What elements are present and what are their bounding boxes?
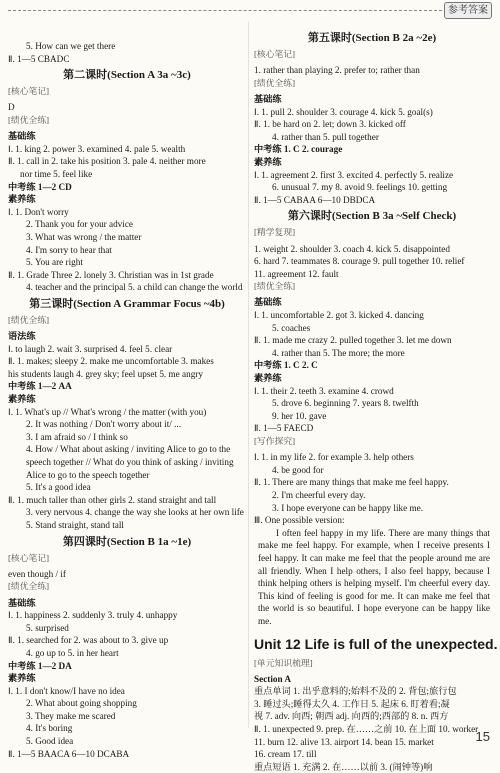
answer-line: speech together // What do you think of asking / inviting [26,457,234,467]
answer-line: 11. burn 12. alive 13. airport 14. bean 15. market [254,736,434,747]
answer-key-tag: 参考答案 [444,2,492,19]
answer-line: 4. rather than 5. The more; the more [272,347,405,358]
answer-line: Ⅱ. 1. unexpected 9. prep. 在……之前 10. 在上面 10. worker [254,724,479,735]
section-label: [写作探究] [254,436,296,446]
answer-line: 3. They make me scared [26,710,116,721]
essay-paragraph: I often feel happy in my life. There are many things that make me feel happy. For example, when I receive presents I feel happy. It can make me feel that the people around me are all friendly. When I help others, I also feel happy, because I think helping others is helping myself. I'm cheerful every day. This kind of feeling is good for me. It can make me feel that the world is so beautiful. I hope everyone can be happy like me. [258,527,490,626]
column-divider [248,22,249,728]
exercise-label: 基础练 [8,597,36,608]
answer-line: 2. Thank you for your advice [26,219,133,230]
exercise-label: 中考练 1—2 DA [8,660,72,671]
answer-line: Ⅲ. One possible version: [254,515,345,526]
answer-line: Ⅱ. 1. much taller than other girls 2. stand straight and tall [8,494,217,505]
answer-line: Ⅱ. 1—5 BAACA 6—10 DCABA [8,748,130,759]
answer-line: Ⅱ. 1. makes; sleepy 2. make me uncomfortable 3. makes [8,356,214,367]
page-number: 15 [475,729,490,744]
section-heading: 第四课时(Section B 1a ~1e) [62,535,192,548]
exercise-label: 语法练 [8,331,36,342]
unit-title: Unit 12 Life is full of the unexpected. [254,635,498,652]
answer-line: 5. How can we get there [26,41,116,51]
answer-line: Ⅱ. 1. call in 2. take his position 3. pale 4. neither more [8,156,206,167]
section-label: [单元知识梳理] [254,657,313,668]
answer-line: 5. drove 6. beginning 7. years 8. twelfth [272,398,419,409]
section-heading: 第五课时(Section B 2a ~2e) [307,32,437,44]
answer-line: Ⅰ. 1. in my life 2. for example 3. help others [254,452,414,463]
answer-line: Ⅱ. 1. searched for 2. was about to 3. give up [8,635,169,646]
answer-line: 6. hard 7. teammates 8. courage 9. pull together 10. relief [254,256,465,267]
section-label: [核心笔记] [254,49,296,59]
section-heading: 第二课时(Section A 3a ~3c) [63,69,191,82]
section-heading: 第三课时(Section A Grammar Focus ~4b) [29,297,225,310]
exercise-label: Section A [254,673,292,684]
answer-line: Ⅰ. 1. What's up // What's wrong / the matter (with you) [8,406,207,417]
section-label: [绩优全练] [254,77,296,88]
answer-line: 2. What about going shopping [26,698,137,709]
exercise-label: 素养练 [8,194,36,205]
exercise-label: 素养练 [254,373,282,384]
answer-line: Ⅰ. 1. king 2. power 3. examined 4. pale 5. wealth [8,143,186,154]
exercise-label: 基础练 [254,297,282,308]
exercise-label: 基础练 [8,131,36,142]
answer-line: Ⅰ. 1. I don't know/I have no idea [8,685,125,696]
answer-line: 1. weight 2. shoulder 3. coach 4. kick 5. disappointed [254,243,450,254]
answer-line: 4. go up to 5. in her heart [26,647,119,658]
answer-line: Ⅰ. 1. Don't worry [8,206,69,217]
exercise-label: 素养练 [8,394,36,405]
answer-line: 4. teacher and the principal 5. a child can change the world [26,282,243,293]
section-label: [绩优全练] [254,281,296,292]
answer-line: 16. cream 17. till [254,749,317,760]
section-heading: 第六课时(Section B 3a ~Self Check) [287,210,457,223]
answer-line: 3. I hope everyone can be happy like me. [272,502,424,513]
answer-line: 9. her 10. gave [272,410,327,421]
left-column [8,40,246,760]
exercise-label: 中考练 1. C 2. C [254,360,318,371]
answer-line: 2. I'm cheerful every day. [272,489,366,500]
answer-line: Ⅱ. 1—5 CABAA 6—10 DBDCA [254,194,376,205]
answer-line: D [8,102,15,113]
exercise-label: 中考练 1. C 2. courage [254,144,343,155]
exercise-label: 基础练 [254,93,282,104]
section-label: [绩优全练] [8,314,50,325]
section-label: [核心笔记] [8,86,50,97]
answer-line: 1. rather than playing 2. prefer to; rather than [254,65,420,76]
answer-line: 3. very nervous 4. change the way she looks at her own life [26,507,244,518]
answer-line: Ⅰ. to laugh 2. wait 3. surprised 4. feel 5. clear [8,343,173,354]
answer-line: Ⅱ. 1. Grade Three 2. lonely 3. Christian was in 1st grade [8,269,214,280]
answer-line: Ⅱ. 1—5 CBADC [8,53,70,64]
answer-line: Ⅱ. 1. be hard on 2. let; down 3. kicked off [254,119,406,130]
answer-line: Ⅱ. 1—5 FAECD [254,423,314,434]
answer-line: 3. I am afraid so / I think so [26,431,128,442]
answer-line: nor time 5. feel like [20,168,93,179]
answer-line: Ⅰ. 1. happiness 2. suddenly 3. truly 4. unhappy [8,610,178,621]
answer-line: Ⅰ. 1. agreement 2. first 3. excited 4. perfectly 5. realize [254,169,454,180]
exercise-label: 中考练 1—2 AA [8,381,72,392]
answer-line: 重点单词 1. 出乎意料的;始料不及的 2. 背包;旅行包 [254,686,457,697]
answer-line: 重点短语 1. 充满 2. 在……以前 3. (闹钟等)响 [254,761,433,772]
answer-line: Ⅰ. 1. their 2. teeth 3. examine 4. crowd [254,385,394,396]
header-rule [8,10,442,11]
answer-line: 4. rather than 5. pull together [272,131,379,142]
answer-line: 5. Stand straight, stand tall [26,519,124,530]
section-label: [核心笔记] [8,552,50,563]
answer-line: 视 7. adv. 向西; 朝西 adj. 向西的;西部的 8. n. 西方 [254,711,449,722]
section-label: [精学复现] [254,227,296,238]
answer-line: 5. It's a good idea [26,482,91,493]
section-label: [绩优全练] [8,581,50,592]
answer-line: 5. You are right [26,257,83,268]
exercise-label: 素养练 [8,673,36,684]
answer-line: 6. unusual 7. my 8. avoid 9. feelings 10. getting [272,182,448,193]
answer-line: Ⅰ. 1. uncomfortable 2. got 3. kicked 4. dancing [254,310,424,321]
answer-line: Ⅱ. 1. made me crazy 2. pulled together 3. let me down [254,335,452,346]
answer-line: Alice to go to the speech together [26,469,150,480]
answer-line: 3. 睡过头;睡得太久 4. 工作日 5. 起床 6. 盯着看;凝 [254,698,450,709]
answer-line: 3. What was wrong / the matter [26,231,142,242]
answer-line: his students laugh 4. grey sky; feel upset 5. me angry [8,368,203,379]
answer-line: Ⅰ. 1. pull 2. shoulder 3. courage 4. kick 5. goal(s) [254,106,433,117]
answer-line: even though / if [8,568,66,579]
answer-line: Ⅱ. 1. There are many things that make me feel happy. [254,477,449,488]
exercise-label: 素养练 [254,156,282,167]
answer-line: 4. I'm sorry to hear that [26,244,112,255]
section-label: [绩优全练] [8,114,50,125]
exercise-label: 中考练 1—2 CD [8,181,72,192]
answer-line: 5. surprised [26,622,69,633]
answer-line: 11. agreement 12. fault [254,268,339,279]
answer-line: 4. How / What about asking / inviting Alice to go to the [26,444,231,455]
answer-line: 5. coaches [272,322,311,333]
answer-line: 2. It was nothing / Don't worry about it/ ... [26,419,182,430]
answer-line: 4. It's boring [26,723,73,734]
answer-line: 4. be good for [272,464,324,475]
right-column [254,28,498,773]
answer-line: 5. Good idea [26,736,74,747]
